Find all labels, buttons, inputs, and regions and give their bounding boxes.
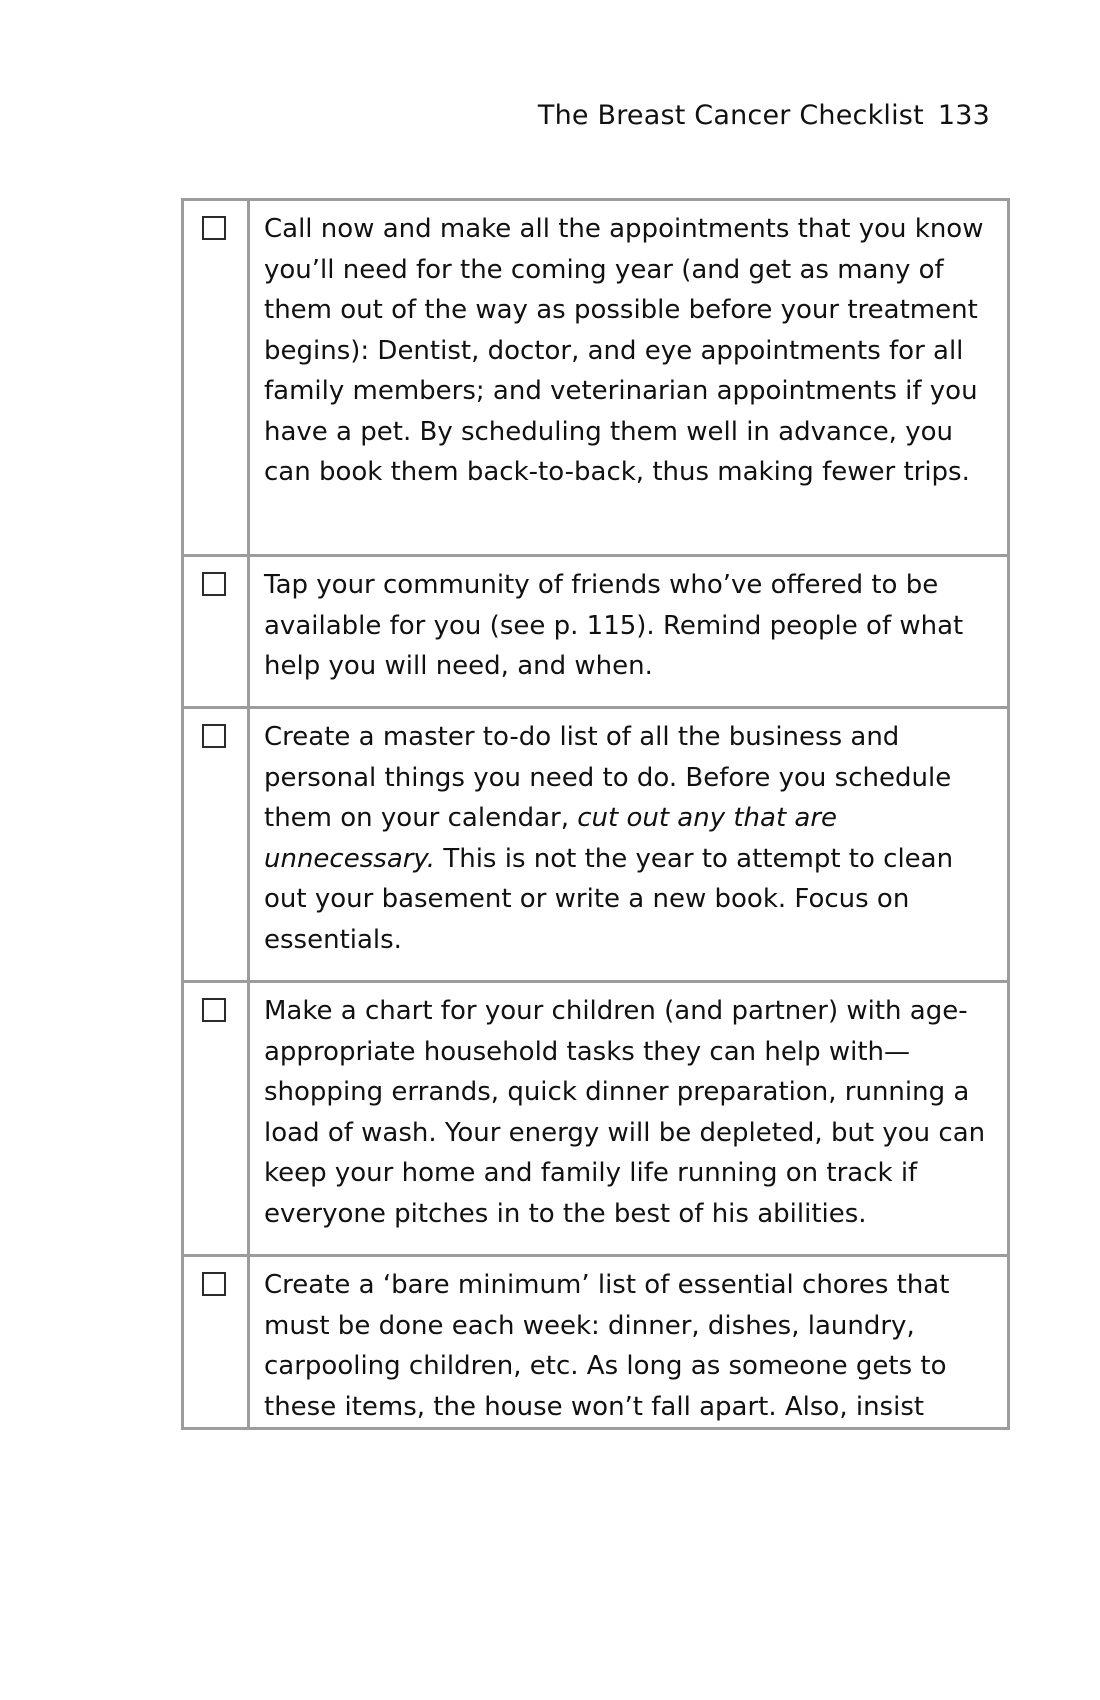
checklist-row bbox=[183, 556, 1009, 708]
checkbox[interactable] bbox=[202, 998, 226, 1022]
item-text-cell bbox=[249, 1256, 1009, 1429]
item-text: Create a ‘bare minimum’ list of essential chores that must be done each week: dinner, dishes, laundry, carpooling children, etc. As long as someone gets to these items, the house won’t fall apart. Also, insist bbox=[264, 1270, 950, 1422]
checkbox[interactable] bbox=[202, 724, 226, 748]
item-text: Call now and make all the appointments that you know you’ll need for the coming year (and get as many of them out of the way as possible before your treatment begins): Dentist, doctor, and eye appointments for all family members; and veterinarian appointments if you have a pet. By scheduling them well in advance, you can book them back-to-back, thus making fewer trips. bbox=[264, 214, 984, 487]
checkbox-cell bbox=[183, 1256, 249, 1429]
item-text-part: Create a master to-do list of all the business and personal things you need to do. Before you schedule them on your calendar, bbox=[264, 722, 952, 833]
item-text-cell bbox=[249, 708, 1009, 982]
checkbox[interactable] bbox=[202, 216, 226, 240]
checklist-row bbox=[183, 200, 1009, 556]
page-number: 133 bbox=[937, 100, 990, 131]
checkbox-cell bbox=[183, 708, 249, 982]
item-text-italic: cut out any that are unnecessary. bbox=[264, 803, 838, 874]
item-text: Tap your community of friends who’ve offered to be available for you (see p. 115). Remind people of what help you will need, and when. bbox=[264, 570, 964, 681]
checkbox-cell bbox=[183, 200, 249, 556]
running-head bbox=[538, 100, 990, 131]
checkbox-cell bbox=[183, 556, 249, 708]
running-title: The Breast Cancer Checklist bbox=[537, 100, 924, 131]
item-text: Make a chart for your children (and partner) with age-appropriate household tasks they can help with—shopping errands, quick dinner preparation, running a load of wash. Your energy will be depleted, but you can keep your home and family life running on track if everyone pitches in to the best of his abilities. bbox=[264, 996, 986, 1229]
item-text-cell bbox=[249, 556, 1009, 708]
checklist-row bbox=[183, 708, 1009, 982]
checkbox[interactable] bbox=[202, 1272, 226, 1296]
item-text-cell bbox=[249, 982, 1009, 1256]
item-text-cell bbox=[249, 200, 1009, 556]
checklist-table bbox=[181, 198, 1010, 1430]
item-text bbox=[250, 709, 1007, 960]
checkbox[interactable] bbox=[202, 572, 226, 596]
checklist-row bbox=[183, 982, 1009, 1256]
item-text-part: This is not the year to attempt to clean out your basement or write a new book. Focus on essentials. bbox=[264, 843, 954, 955]
checklist-row bbox=[183, 1256, 1009, 1429]
checkbox-cell bbox=[183, 982, 249, 1256]
